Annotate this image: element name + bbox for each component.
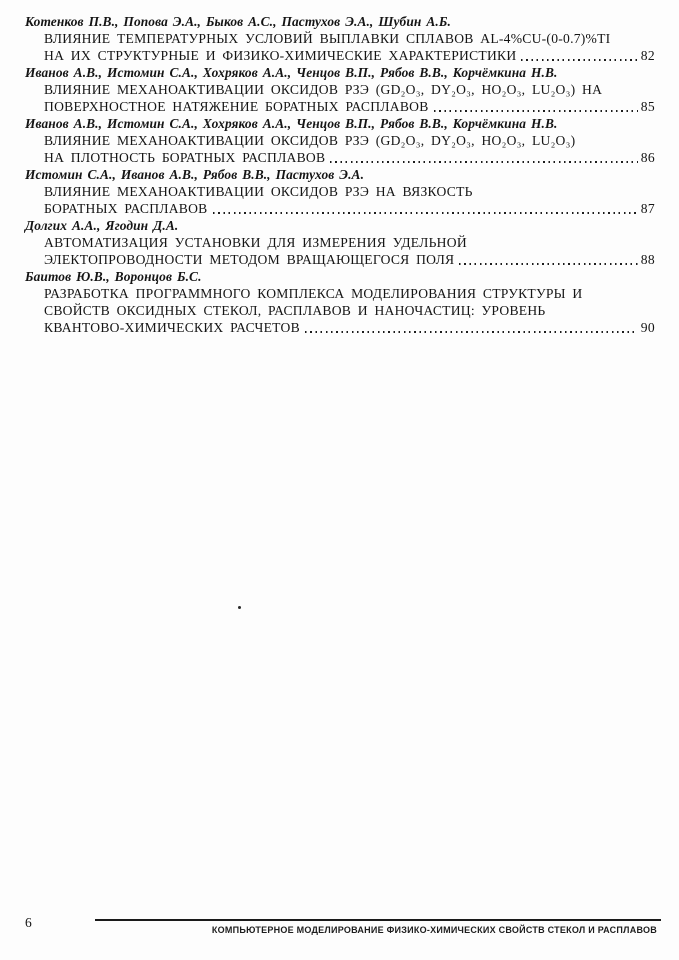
entry-authors: Истомин С.А., Иванов А.В., Рябов В.В., Пастухов Э.А. (25, 167, 365, 182)
entry-title-last-line (25, 200, 655, 217)
page-number: 6 (25, 915, 32, 930)
entry-title-last-line (25, 98, 655, 115)
dotted-leader (330, 161, 637, 163)
entry-title-last-line (25, 149, 655, 166)
entry-title-text: НА ИХ СТРУКТУРНЫЕ И ФИЗИКО-ХИМИЧЕСКИЕ ХАРАКТЕРИСТИКИ (44, 48, 517, 63)
entry-title-line: ВЛИЯНИЕ ТЕМПЕРАТУРНЫХ УСЛОВИЙ ВЫПЛАВКИ СПЛАВОВ AL-4%CU-(0-0.7)%TI (44, 31, 611, 46)
toc-entry (25, 13, 655, 64)
entry-title-line: РАЗРАБОТКА ПРОГРАММНОГО КОМПЛЕКСА МОДЕЛИРОВАНИЯ СТРУКТУРЫ И (44, 286, 583, 301)
entry-page-number: 86 (640, 150, 655, 165)
entry-page-number: 85 (640, 99, 655, 114)
entry-title-line: ВЛИЯНИЕ МЕХАНОАКТИВАЦИИ ОКСИДОВ РЗЭ НА ВЯЗКОСТЬ (44, 184, 473, 199)
entry-authors: Иванов А.В., Истомин С.А., Хохряков А.А., Ченцов В.П., Рябов В.В., Корчёмкина Н.В. (25, 116, 558, 131)
toc-entry (25, 64, 655, 115)
entry-title-text: БОРАТНЫХ РАСПЛАВОВ (44, 201, 208, 216)
toc-entry (25, 217, 655, 268)
entry-title-last-line (25, 251, 655, 268)
dotted-leader (434, 110, 638, 112)
dotted-leader (521, 59, 637, 61)
entry-authors: Иванов А.В., Истомин С.А., Хохряков А.А., Ченцов В.П., Рябов В.В., Корчёмкина Н.В. (25, 65, 558, 80)
dotted-leader (459, 263, 637, 265)
entry-authors: Баитов Ю.В., Воронцов Б.С. (25, 269, 202, 284)
toc-entry (25, 268, 655, 336)
entry-title-text: ЭЛЕКТОПРОВОДНОСТИ МЕТОДОМ ВРАЩАЮЩЕГОСЯ ПОЛЯ (44, 252, 455, 267)
entry-page-number: 88 (640, 252, 655, 267)
entry-page-number: 87 (640, 201, 655, 216)
running-title: КОМПЬЮТЕРНОЕ МОДЕЛИРОВАНИЕ ФИЗИКО-ХИМИЧЕСКИХ СВОЙСТВ СТЕКОЛ И РАСПЛАВОВ (211, 925, 657, 935)
entry-page-number: 82 (640, 48, 655, 63)
footer-rule (95, 919, 661, 921)
entry-title-last-line (25, 319, 655, 336)
toc-entry (25, 166, 655, 217)
entry-title-line: ВЛИЯНИЕ МЕХАНОАКТИВАЦИИ ОКСИДОВ РЗЭ (GD₂O₃, DY₂O₃, HO₂O₃, LU₂O₃) (44, 133, 576, 148)
entry-title-text: НА ПЛОТНОСТЬ БОРАТНЫХ РАСПЛАВОВ (44, 150, 326, 165)
toc-list (25, 13, 655, 336)
dotted-leader (213, 212, 638, 214)
entry-title-line: АВТОМАТИЗАЦИЯ УСТАНОВКИ ДЛЯ ИЗМЕРЕНИЯ УДЕЛЬНОЙ (44, 235, 467, 250)
entry-authors: Котенков П.В., Попова Э.А., Быков А.С., Пастухов Э.А., Шубин А.Б. (25, 14, 451, 29)
entry-title-line: ВЛИЯНИЕ МЕХАНОАКТИВАЦИИ ОКСИДОВ РЗЭ (GD₂O₃, DY₂O₃, HO₂O₃, LU₂O₃) НА (44, 82, 603, 97)
entry-page-number: 90 (640, 320, 655, 335)
entry-authors: Долгих А.А., Ягодин Д.А. (25, 218, 179, 233)
entry-title-text: ПОВЕРХНОСТНОЕ НАТЯЖЕНИЕ БОРАТНЫХ РАСПЛАВОВ (44, 99, 429, 114)
entry-title-last-line (25, 47, 655, 64)
entry-title-text: КВАНТОВО-ХИМИЧЕСКИХ РАСЧЕТОВ (44, 320, 300, 335)
dotted-leader (305, 331, 638, 333)
toc-entry (25, 115, 655, 166)
entry-title-line: СВОЙСТВ ОКСИДНЫХ СТЕКОЛ, РАСПЛАВОВ И НАНОЧАСТИЦ: УРОВЕНЬ (44, 303, 546, 318)
scan-speck (238, 606, 241, 609)
